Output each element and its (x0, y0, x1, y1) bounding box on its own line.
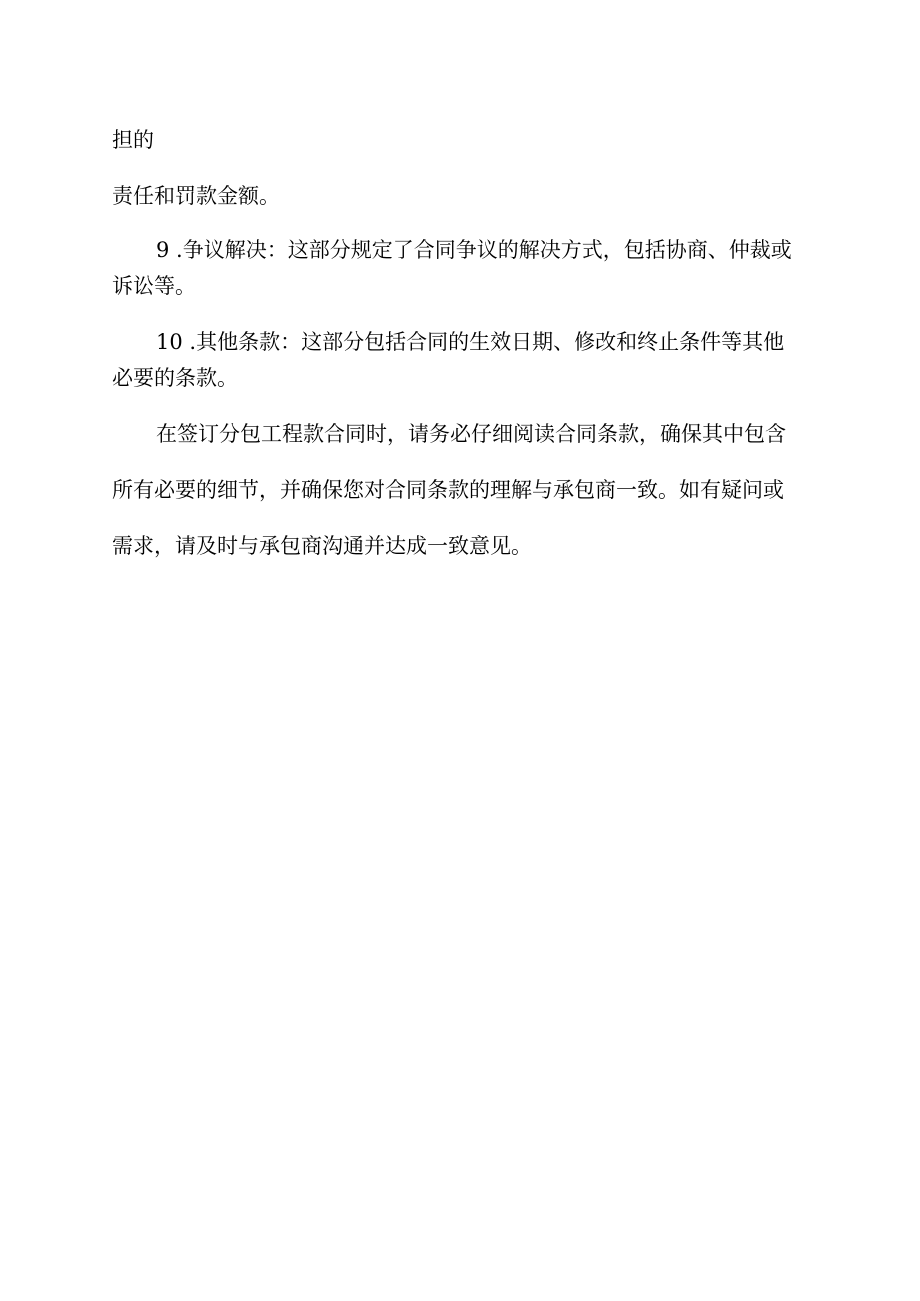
clause-9-line-1: 9 .争议解决：这部分规定了合同争议的解决方式，包括协商、仲裁或 (156, 238, 792, 262)
closing-paragraph-line-3: 需求，请及时与承包商沟通并达成一致意见。 (112, 534, 532, 558)
text-line: 责任和罚款金额。 (112, 184, 280, 208)
document-body (112, 122, 812, 564)
clause-10-line-1: 10 .其他条款：这部分包括合同的生效日期、修改和终止条件等其他 (156, 330, 785, 354)
clause-9-line-2: 诉讼等。 (112, 274, 196, 298)
closing-paragraph-line-2: 所有必要的细节，并确保您对合同条款的理解与承包商一致。如有疑问或 (112, 478, 784, 502)
text-line: 担的 (112, 128, 154, 152)
clause-10-line-2: 必要的条款。 (112, 366, 238, 390)
closing-paragraph-line-1: 在签订分包工程款合同时，请务必仔细阅读合同条款，确保其中包含 (156, 422, 786, 446)
